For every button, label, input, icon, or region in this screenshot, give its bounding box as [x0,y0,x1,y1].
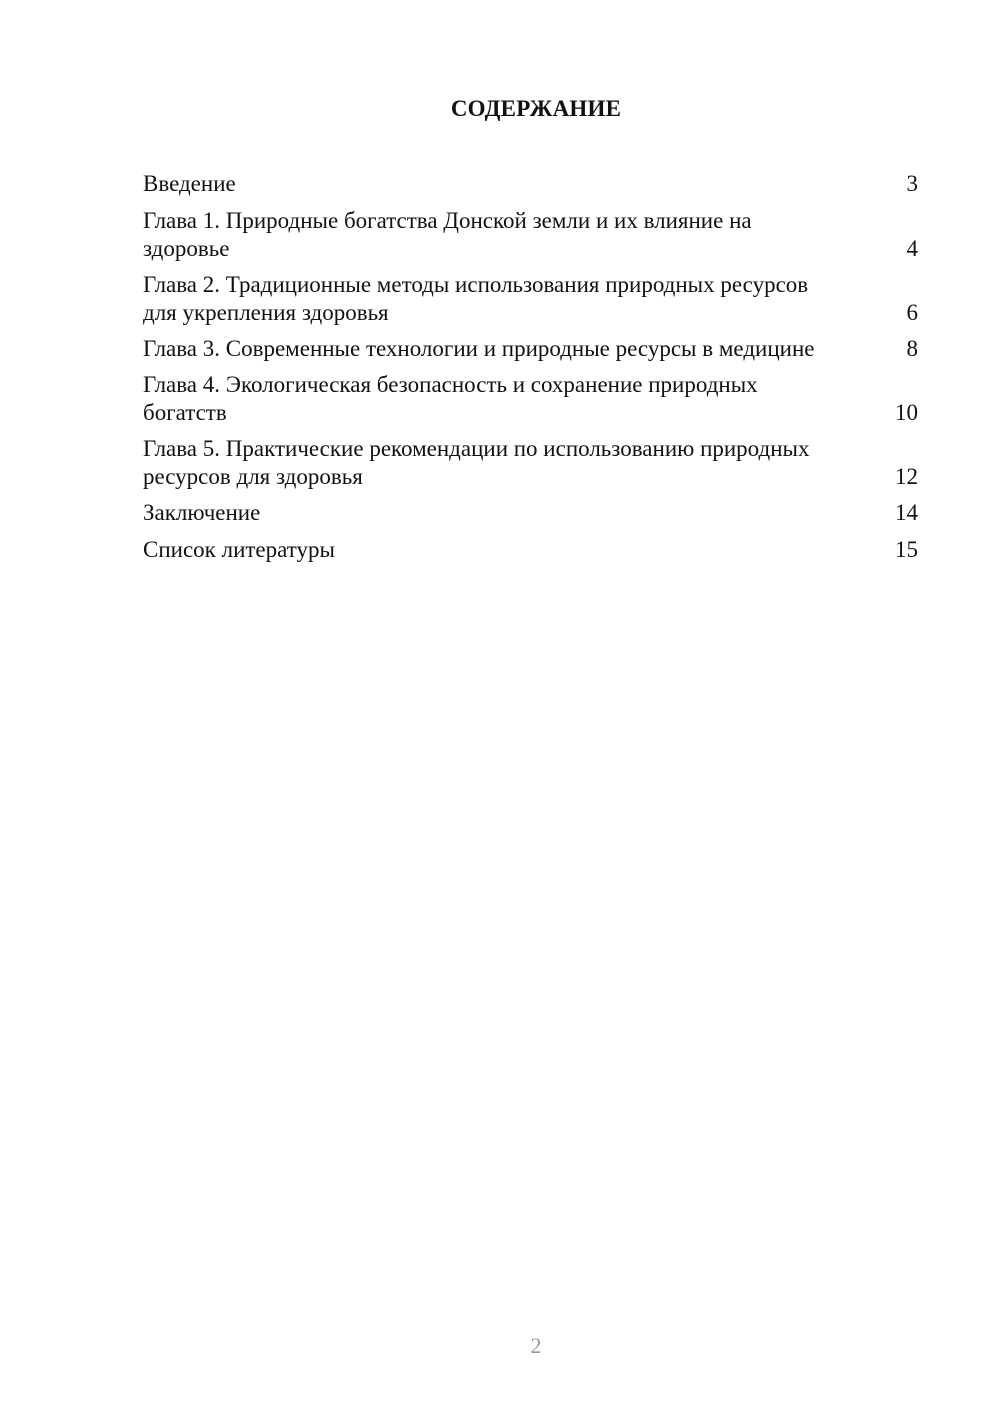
toc-entry-page: 8 [906,336,918,361]
toc-entry-chapter-3 [143,335,918,363]
table-of-contents [143,170,918,573]
toc-entry-page: 10 [895,400,918,425]
toc-entry-page: 6 [906,300,918,325]
toc-entry-bibliography [143,536,918,564]
toc-entry-page: 15 [895,537,918,562]
toc-entry-title: Глава 5. Практические рекомендации по использованию природных ресурсов для здоровья [143,436,810,489]
toc-entry-title: Глава 4. Экологическая безопасность и сохранение природных богатств [143,372,758,425]
page-title: СОДЕРЖАНИЕ [450,96,622,121]
toc-entry-chapter-4 [143,371,918,427]
toc-entry-page: 12 [895,464,918,489]
toc-entry-title: Введение [143,171,236,196]
toc-entry-chapter-2 [143,271,918,327]
page-number: 2 [530,1333,542,1358]
toc-entry-title: Заключение [143,500,261,525]
toc-entry-title: Глава 2. Традиционные методы использования природных ресурсов для укрепления здоровья [143,272,809,325]
toc-entry-introduction [143,170,918,198]
toc-entry-page: 3 [906,171,918,196]
toc-entry-title: Список литературы [143,537,335,562]
toc-entry-page: 4 [906,236,918,261]
toc-entry-conclusion [143,499,918,527]
toc-entry-page: 14 [895,500,918,525]
toc-entry-chapter-1 [143,207,918,263]
toc-entry-title: Глава 3. Современные технологии и природные ресурсы в медицине [143,336,815,361]
toc-entry-title: Глава 1. Природные богатства Донской земли и их влияние на здоровье [143,208,752,261]
toc-entry-chapter-5 [143,435,918,491]
